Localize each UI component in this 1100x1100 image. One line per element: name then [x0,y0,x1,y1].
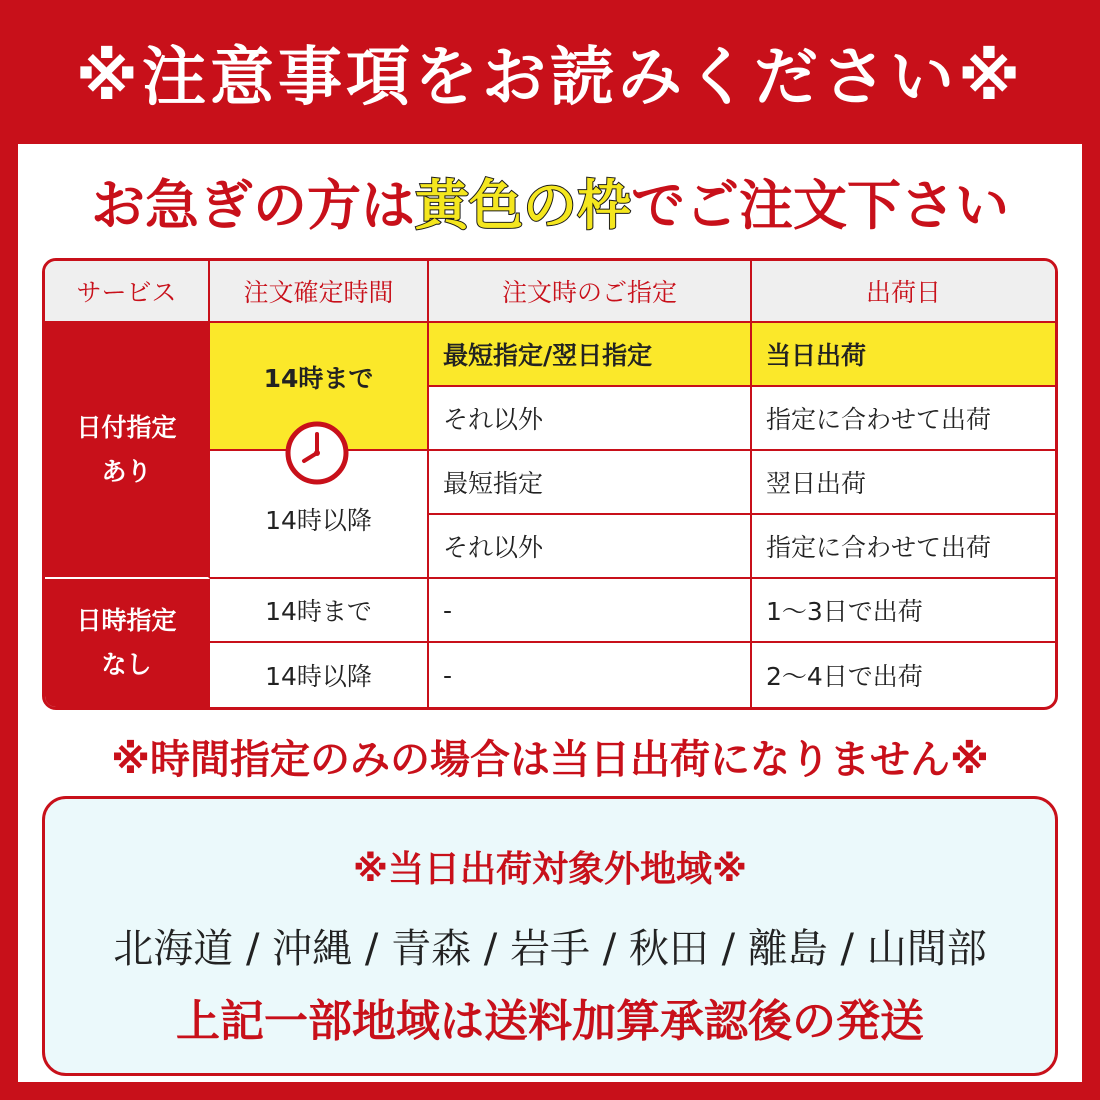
header-order-time: 注文確定時間 [210,261,429,323]
ship-row-6: 2〜4日で出荷 [766,662,923,691]
excluded-regions-box [42,796,1058,1076]
group-date-specified-line1: 日付指定 [76,413,177,442]
spec-row-4: それ以外 [429,515,752,579]
spec-row-3: 最短指定 [429,451,752,515]
ship-row-5: 1〜3日で出荷 [752,579,1055,643]
time-after-14-a: 14時以降 [210,451,429,579]
excluded-regions-list: 北海道 / 沖縄 / 青森 / 岩手 / 秋田 / 離島 / 山間部 [113,926,987,972]
spec-row-6: - [429,643,752,707]
time-before-14: 14時まで [210,579,429,643]
clock-icon [284,420,350,486]
time-only-notice: ※時間指定のみの場合は当日出荷になりません※ [111,736,989,783]
subtitle-before: お急ぎの方は [91,173,415,237]
spec-row-1: 最短指定/翌日指定 [429,323,752,387]
extra-shipping-note: 上記一部地域は送料加算承認後の発送 [176,996,924,1047]
ship-row-1: 当日出荷 [752,323,1055,387]
header-service: サービス [45,261,210,323]
time-before-14-highlight: 14時まで [210,323,429,451]
ship-row-2: 指定に合わせて出荷 [752,387,1055,451]
time-after-14-b: 14時以降 [210,643,429,707]
excluded-regions-title: ※当日出荷対象外地域※ [353,849,747,890]
subtitle [18,168,1082,237]
header-order-spec: 注文時のご指定 [429,261,752,323]
group-date-specified-line2: あり [101,457,152,486]
subtitle-highlight: 黄色の枠 [415,173,631,237]
subtitle-after: でご注文下さい [631,173,1009,237]
ship-row-3: 翌日出荷 [752,451,1055,515]
spec-row-2: それ以外 [429,387,752,451]
page-title: ※注意事項をお読みください※ [75,41,1025,115]
spec-row-5: - [429,579,752,643]
shipping-table [42,258,1058,710]
group-no-datetime-line1: 日時指定 [76,606,177,635]
group-no-datetime-line2: なし [101,650,152,679]
group-no-datetime [45,579,210,707]
group-date-specified [45,323,210,579]
header-ship-date: 出荷日 [752,261,1055,323]
ship-row-4: 指定に合わせて出荷 [752,515,1055,579]
